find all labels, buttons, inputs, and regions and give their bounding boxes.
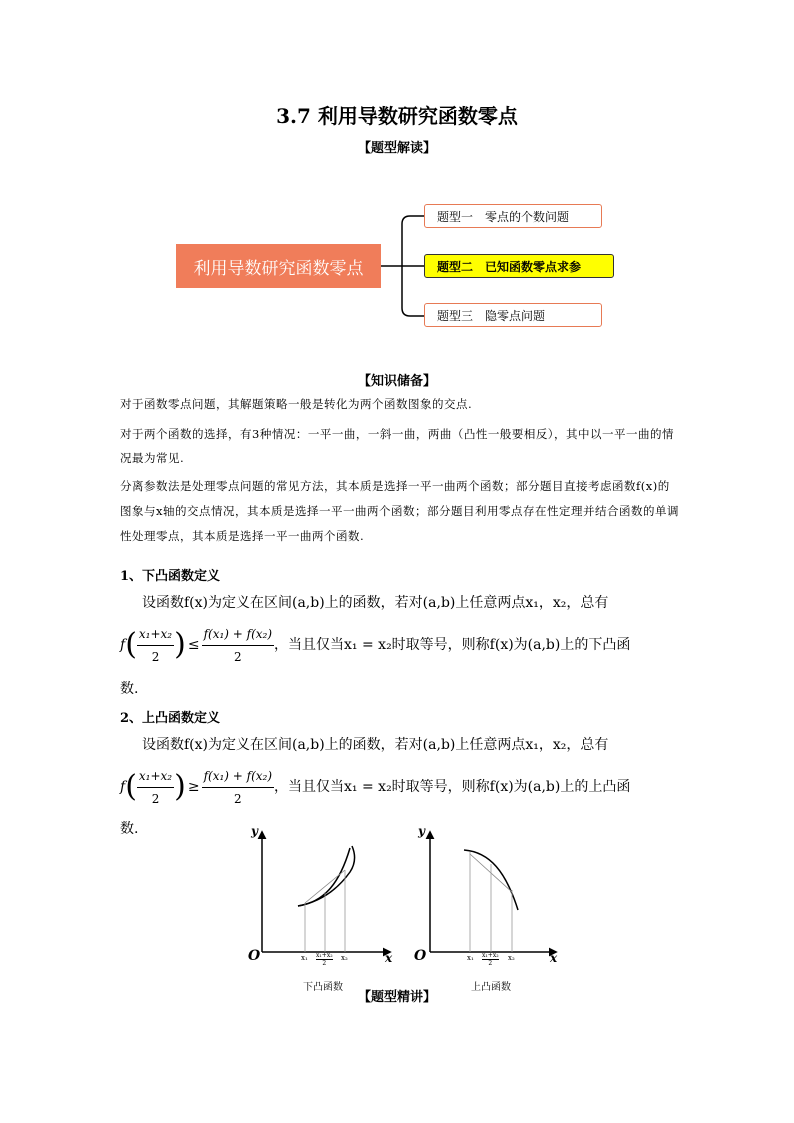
def2-end: 数.: [120, 821, 139, 837]
mindmap-root: 利用导数研究函数零点: [176, 244, 381, 288]
right-mid: x₁+x₂ 2: [482, 952, 499, 967]
left-origin: O: [248, 948, 261, 964]
def2-heading: 2、上凸函数定义: [120, 711, 221, 726]
mindmap-node-type1: 题型一 零点的个数问题: [424, 204, 602, 228]
left-x2: x₂: [341, 954, 348, 962]
right-caption: 上凸函数: [471, 982, 511, 993]
right-x1: x₁: [467, 954, 474, 962]
section-knowledge-heading: 【知识储备】: [357, 374, 436, 389]
left-mid: x₁+x₂ 2: [316, 952, 333, 967]
paragraph-1: 对于函数零点问题，其解题策略一般是转化为两个函数图象的交点.: [120, 397, 473, 411]
def1-tail: ，当且仅当x₁ = x₂时取等号，则称f(x)为(a,b)上的下凸函: [274, 637, 631, 653]
def2-f-lhs: f: [120, 779, 126, 795]
right-axis-x: x: [550, 951, 558, 965]
def2-frac-left: $\frac{\text{x₁+x₂}}{2}$: [137, 765, 174, 810]
left-axis-x: x: [385, 951, 393, 965]
right-axis-y: y: [418, 824, 425, 838]
def1-heading: 1、下凸函数定义: [120, 569, 221, 584]
paragraph-2: 对于两个函数的选择，有3种情况：一平一曲，一斜一曲，两曲（凸性一般要相反），其中以一平一曲的情况最为常见.: [120, 427, 675, 465]
def2-formula-line: f ( $\frac{\text{x₁+x₂}}{2}$ ) ≥ $\frac{\text{f(x₁) + f(x₂)}}{2}$ ，当且仅当x₁ = x₂时取等号，则称f(x)为(a,b)上的上凸函: [120, 764, 680, 810]
def2-tail: ，当且仅当x₁ = x₂时取等号，则称f(x)为(a,b)上的上凸函: [274, 779, 631, 795]
def2-line1: 设函数f(x)为定义在区间(a,b)上的函数，若对(a,b)上任意两点x₁，x₂，总有: [142, 737, 609, 753]
def1-line1: 设函数f(x)为定义在区间(a,b)上的函数，若对(a,b)上任意两点x₁，x₂，总有: [142, 595, 609, 611]
def1-ineq: ≤: [187, 637, 200, 653]
def1-end: 数.: [120, 681, 139, 697]
right-x2: x₂: [508, 954, 515, 962]
figure-lower-convex: [262, 832, 390, 952]
section-overview-heading: 【题型解读】: [357, 141, 436, 156]
mindmap-node-type3: 题型三 隐零点问题: [424, 303, 602, 327]
page-title: 3.7 利用导数研究函数零点: [276, 104, 518, 128]
def1-formula-line: f ( $\frac{\text{x₁+x₂}}{2}$ ) ≤ $\frac{\text{f(x₁) + f(x₂)}}{2}$ ，当且仅当x₁ = x₂时取等号，则称f(x)为(a,b)上的下凸函: [120, 622, 680, 668]
def1-frac-left: $\frac{\text{x₁+x₂}}{2}$: [137, 623, 174, 668]
mindmap-connectors: [0, 0, 794, 360]
def2-frac-right: $\frac{\text{f(x₁) + f(x₂)}}{2}$: [202, 765, 274, 810]
def1-frac-right: $\frac{\text{f(x₁) + f(x₂)}}{2}$: [202, 623, 274, 668]
convexity-figures: [230, 822, 570, 972]
left-caption: 下凸函数: [303, 982, 343, 993]
mindmap-node-type2: 题型二 已知函数零点求参: [424, 254, 614, 278]
right-origin: O: [414, 948, 427, 964]
def2-ineq: ≥: [187, 779, 200, 795]
figure-upper-convex: [430, 832, 556, 952]
left-axis-y: y: [251, 824, 258, 838]
left-x1: x₁: [301, 954, 308, 962]
paragraph-3: 分离参数法是处理零点问题的常见方法，其本质是选择一平一曲两个函数；部分题目直接考虑函数f(x)的图象与x轴的交点情况，其本质是选择一平一曲两个函数；部分题目利用零点存在性定理并结合函数的单调性处理零点，其本质是选择一平一曲两个函数.: [120, 479, 679, 543]
section-examples-heading: 【题型精讲】: [357, 990, 436, 1005]
def1-f-lhs: f: [120, 637, 126, 653]
